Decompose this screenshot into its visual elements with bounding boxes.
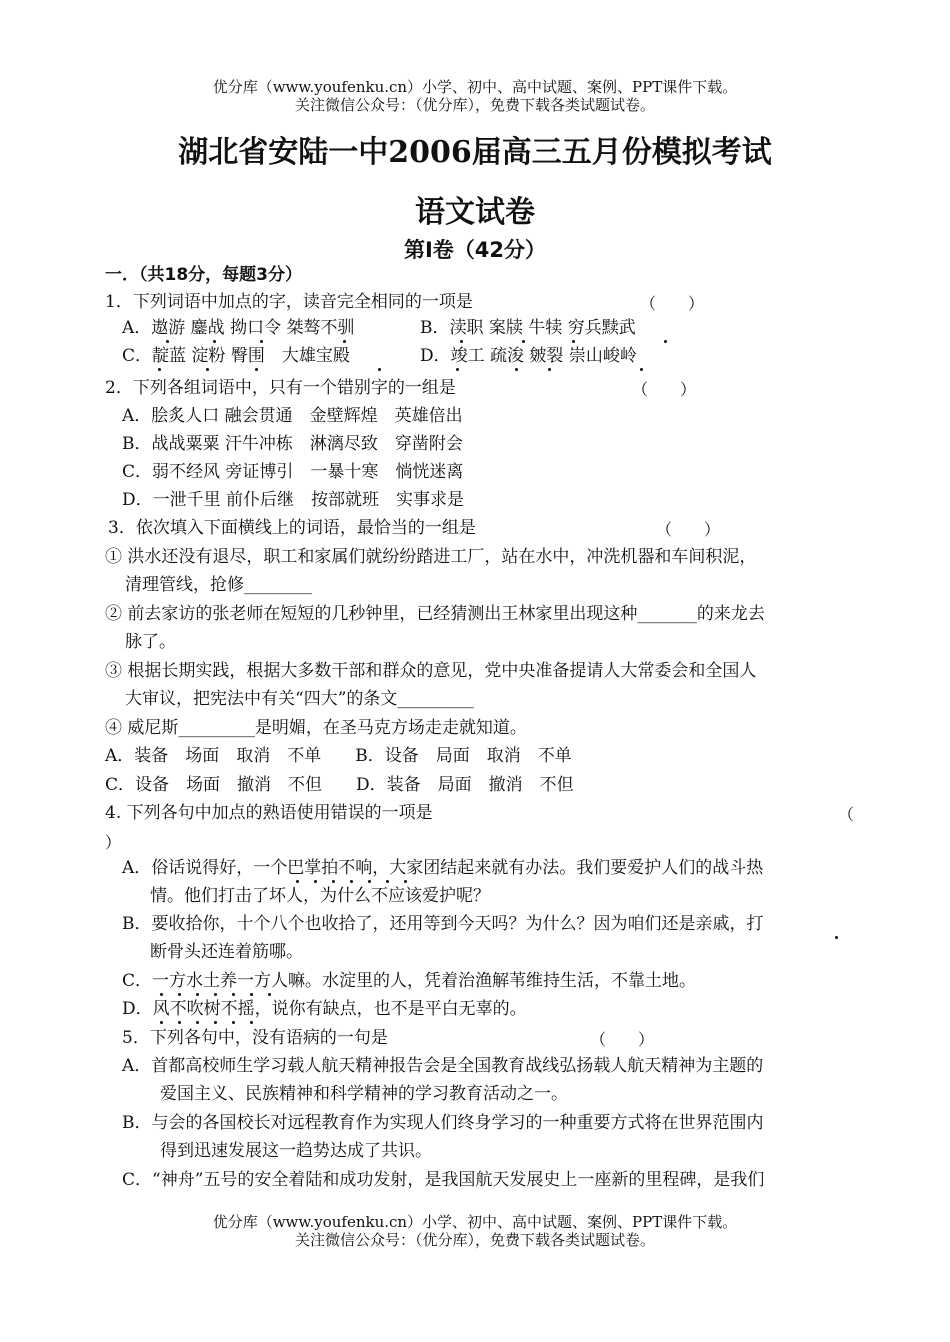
q3-stem: 3．依次填入下面横线上的词语，最恰当的一组是 <box>108 518 476 538</box>
q2-stem: 2．下列各组词语中，只有一个错别字的一组是 <box>105 378 456 398</box>
q5-option-c-line1: C．“神舟”五号的安全着陆和成功发射，是我国航天发展史上一座新的里程碑，是我们 <box>122 1170 765 1190</box>
q2-option-c: C．弱不经风 旁证博引 一暴十寒 惝恍迷离 <box>122 462 464 482</box>
q4-option-b-line2: 断骨头还连着筋哪。 <box>150 942 303 962</box>
q3-answer-paren: （ ） <box>656 520 721 539</box>
q3-sentence-1a: ① 洪水还没有退尽，职工和家属们就纷纷踏进工厂，站在水中，冲洗机器和车间积泥， <box>105 547 757 567</box>
page-title: 湖北省安陆一中2006届高三五月份模拟考试 <box>178 135 772 170</box>
q1-answer-paren: （ ） <box>640 294 705 313</box>
q3-sentence-3a: ③ 根据长期实践，根据大多数干部和群众的意见，党中央准备提请人大常委会和全国人 <box>105 661 757 681</box>
q2-option-d: D．一泄千里 前仆后继 按部就班 实事求是 <box>122 490 465 510</box>
q4-option-c: C．一方水土养一方人嘛。水淀里的人，凭着治渔解苇维持生活，不靠土地。 <box>122 971 697 991</box>
q3-sentence-2a: ② 前去家访的张老师在短短的几秒钟里，已经猜测出王林家里出现这种_______的来龙去 <box>105 604 765 624</box>
footer-line-2: 关注微信公众号：（优分库），免费下载各类试题试卷。 <box>294 1231 655 1249</box>
q5-option-a-line2: 爱国主义、民族精神和科学精神的学习教育活动之一。 <box>160 1084 568 1104</box>
q4-stem: 4. 下列各句中加点的熟语使用错误的一项是 <box>105 803 433 823</box>
q1-option-b: B．渎职 案牍 牛犊 穷兵黩武 <box>420 318 636 338</box>
q3-options-cd: C．设备 场面 撤消 不但 D．装备 局面 撤消 不但 <box>105 775 574 795</box>
q3-sentence-2b: 脉了。 <box>125 632 176 652</box>
q4-paren-open: （ <box>838 805 855 824</box>
q3-sentence-3b: 大审议，把宪法中有关“四大”的条文_________ <box>125 689 474 709</box>
q4-option-a-line1: A．俗话说得好，一个巴掌拍不响，大家团结起来就有办法。我们要爱护人们的战斗热 <box>122 858 764 878</box>
q5-stem: 5．下列各句中，没有语病的一句是 <box>122 1028 388 1048</box>
q2-option-b: B．战战粟粟 汗牛冲栋 淋漓尽致 穿凿附会 <box>122 434 463 454</box>
header-line-2: 关注微信公众号：（优分库），免费下载各类试题试卷。 <box>294 96 655 114</box>
q4-paren-close: ） <box>105 833 122 852</box>
volume-title: 第Ⅰ卷（42分） <box>403 238 547 262</box>
q4-option-d: D．风不吹树不摇，说你有缺点，也不是平白无辜的。 <box>122 999 527 1019</box>
q1-option-a: A．遨游 鏖战 拗口令 桀骜不驯 <box>122 318 355 338</box>
header-line-1: 优分库（www.youfenku.cn）小学、初中、高中试题、案例、PPT课件下载。 <box>212 78 738 96</box>
q3-sentence-1b: 清理管线，抢修________ <box>125 575 312 595</box>
q1-stem: 1．下列词语中加点的字，读音完全相同的一项是 <box>105 292 473 312</box>
subject-title: 语文试卷 <box>415 195 535 230</box>
q3-options-ab: A．装备 场面 取消 不单 B．设备 局面 取消 不单 <box>105 746 572 766</box>
q5-option-a-line1: A．首都高校师生学习载人航天精神报告会是全国教育战线弘扬载人航天精神为主题的 <box>122 1056 764 1076</box>
footer-line-1: 优分库（www.youfenku.cn）小学、初中、高中试题、案例、PPT课件下载。 <box>212 1213 738 1231</box>
q4-option-b-line1: B．要收拾你，十个八个也收拾了，还用等到今天吗？为什么？因为咱们还是亲戚，打 <box>122 914 764 934</box>
q4-option-a-line2: 情。他们打击了坏人，为什么不应该爱护呢？ <box>150 886 490 906</box>
q1-option-c: C．靛蓝 淀粉 臀围 大雄宝殿 <box>122 346 350 366</box>
q5-option-b-line1: B．与会的各国校长对远程教育作为实现人们终身学习的一种重要方式将在世界范围内 <box>122 1113 764 1133</box>
q5-answer-paren: （ ） <box>590 1030 655 1049</box>
section-heading: 一．（共18分，每题3分） <box>105 265 302 285</box>
q2-answer-paren: （ ） <box>632 380 697 399</box>
q5-option-b-line2: 得到迅速发展这一趋势达成了共识。 <box>160 1141 432 1161</box>
q2-option-a: A．脍炙人口 融会贯通 金壁辉煌 英雄倍出 <box>122 406 463 426</box>
q3-sentence-4: ④ 威尼斯_________是明媚，在圣马克方场走走就知道。 <box>105 718 527 738</box>
q1-option-d: D．竣工 疏浚 皴裂 崇山峻岭 <box>420 346 637 366</box>
